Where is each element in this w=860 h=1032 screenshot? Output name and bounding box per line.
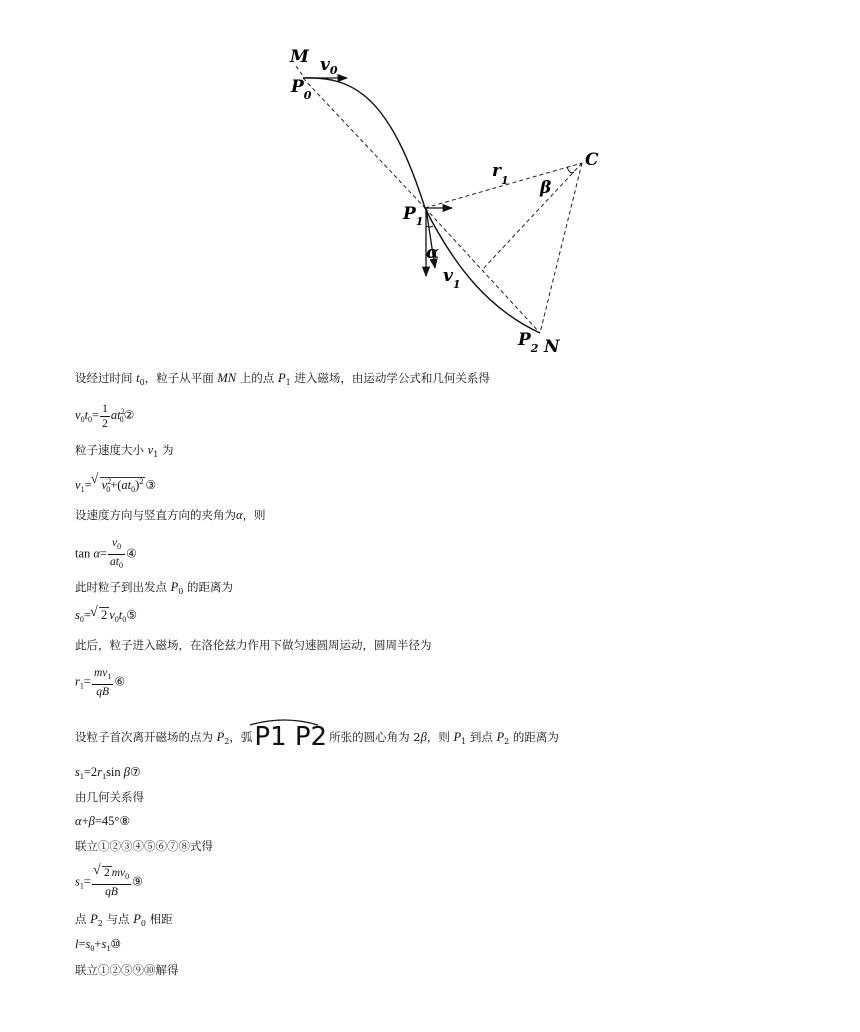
geometry-figure — [0, 0, 860, 370]
line-6-equation: tan α= $\frac{v_0}{at_0}$ ④ — [75, 536, 137, 573]
line-3: 粒子速度大小 $v_1$ 为 — [75, 443, 174, 459]
label-P0: $P_0$ — [291, 77, 312, 102]
arc-p1-p2-symbol: P1 P2 — [252, 723, 329, 751]
parabola-path — [303, 78, 425, 208]
line-5: 设速度方向与竖直方向的夹角为α，则 — [75, 508, 266, 522]
line-14-equation: α+β=45°⑧ — [75, 814, 131, 828]
label-P1: $P_1$ — [403, 204, 424, 228]
label-v1: $v_1$ — [443, 266, 461, 291]
line-13: 由几何关系得 — [75, 790, 144, 804]
label-alpha: α — [426, 243, 440, 263]
line-16-equation: $s_1=$ √ $\frac{2 mv_0}{qB}$ ⑨ — [75, 866, 143, 901]
line-2-equation: $v_0t_0=$ $\frac{1}{2}$ $at^2_0②$ — [75, 402, 135, 430]
sqrt-expression: √ $v^2_0+(at_0)^2$ — [92, 474, 146, 498]
fraction-tan: $\frac{v_0}{at_0}$ — [110, 537, 123, 570]
line-11: 设粒子首次离开磁场的点为 $P_2$，弧 P1 P2 所张的圆心角为 2β，则 $P_1$ 到点 $P_2$ 的距离为 — [75, 722, 559, 752]
fraction-s1: √ $\frac{2 mv_0}{qB}$ — [92, 866, 131, 899]
line-17: 点 $P_2$ 与点 $P_0$ 相距 — [75, 912, 173, 928]
sqrt-two: √ 2 — [91, 607, 109, 623]
dashed-m-p0 — [296, 66, 303, 76]
line-4-equation: $v_1=√$ $v^2_0+(at_0)^2$ ③ — [75, 474, 156, 498]
line-7: 此时粒子到出发点 $P_0$ 的距离为 — [75, 580, 234, 596]
label-beta: β — [540, 178, 552, 198]
label-C: C — [585, 150, 599, 170]
line-15: 联立①②③④⑤⑥⑦⑧式得 — [75, 839, 213, 853]
label-P2: $P_2$ — [518, 330, 539, 355]
alpha-angle-arc — [426, 226, 433, 227]
line-12-equation: $s_1=2r_1\sin$ β⑦ — [75, 765, 141, 781]
line-10-equation: $r_1=$ $\frac{mv_1}{qB}$ ⑥ — [75, 667, 126, 698]
line-18-equation: $l=s_0+s_1⑩$ — [75, 937, 122, 953]
label-M: M — [290, 47, 309, 67]
fraction-radius: $\frac{mv_1}{qB}$ — [93, 667, 112, 698]
label-r1: $r_1$ — [492, 161, 509, 187]
label-N: N — [544, 337, 560, 357]
line-9: 此后，粒子进入磁场，在洛伦兹力作用下做匀速圆周运动，圆周半径为 — [75, 638, 432, 652]
label-v0: $v_0$ — [320, 55, 338, 77]
fraction-half: $\frac{1}{2}$ — [102, 402, 108, 430]
line-19: 联立①②⑤⑨⑩解得 — [75, 963, 179, 977]
beta-angle-arc — [567, 167, 574, 173]
dashed-p0-p1 — [303, 78, 425, 208]
line-8-equation: $s_0=√$ 2 $v_0t_0⑤$ — [75, 607, 137, 628]
line-1: 设经过时间 $t_0$，粒子从平面 MN 上的点 $P_1$ 进入磁场，由运动学公式和几何关系得 — [75, 371, 490, 387]
